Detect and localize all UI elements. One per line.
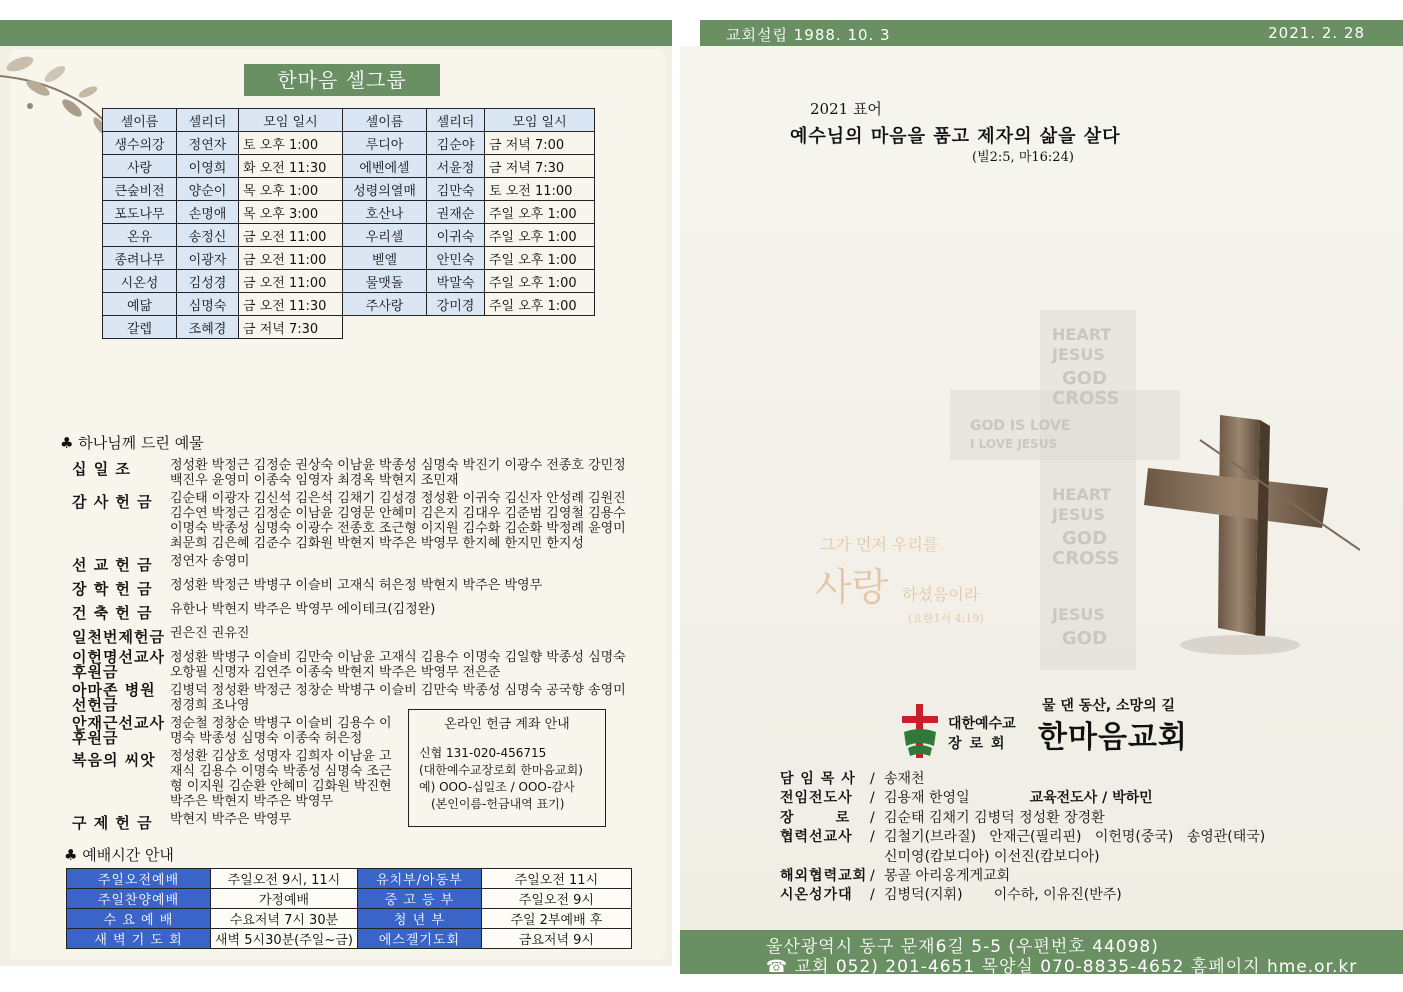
svg-text:CROSS: CROSS (1052, 388, 1120, 409)
church-logo-icon (898, 702, 942, 760)
script-reference: (요한1서 4:19) (908, 612, 984, 625)
table-header-row (103, 109, 595, 132)
table-row (103, 270, 595, 293)
staff-role: 협력선교사 (780, 829, 853, 846)
cell-name: 생수의강 (103, 132, 177, 155)
offerings-heading: ♣ 하나님께 드린 예물 (60, 434, 204, 452)
spacer (1000, 789, 1030, 808)
offering-row (72, 578, 632, 599)
script-line-3: 하셨음이라 (902, 585, 980, 604)
staff-names: 김용재 한영일 (884, 790, 970, 807)
established-date: 교회설립 1988. 10. 3 (726, 26, 891, 44)
worship-label: 새 벽 기 도 회 (67, 929, 211, 949)
offering-category: 선 교 헌 금 (72, 556, 153, 574)
offering-category: 복음의 씨앗 (72, 751, 156, 769)
offering-category: 안재근선교사후원금 (72, 714, 165, 747)
cell-leader: 양순이 (177, 178, 239, 201)
right-page (680, 46, 1403, 930)
spacer (970, 789, 1000, 808)
column-header: 셀이름 (103, 109, 177, 132)
staff-row (780, 789, 1265, 808)
bulletin-date: 2021. 2. 28 (1268, 24, 1365, 42)
cell-name: 물맷돌 (343, 270, 427, 293)
worship-label: 중 고 등 부 (357, 889, 481, 909)
table-row (67, 869, 632, 889)
staff-names: 김순태 김채기 김병덕 정성환 장경환 (884, 809, 1105, 826)
cell-leader: 안민숙 (427, 247, 485, 270)
cell-name: 성령의열매 (343, 178, 427, 201)
offering-row (72, 458, 632, 488)
online-giving-example: 예) OOO-십일조 / OOO-감사 (419, 780, 575, 794)
column-header: 셀이름 (343, 109, 427, 132)
worship-label: 주일오전예배 (67, 869, 211, 889)
offering-names: 정연자 송영미 (170, 554, 250, 569)
cell-time: 토 오전 11:00 (485, 178, 595, 201)
left-top-bar (0, 20, 672, 46)
staff-list (780, 770, 1265, 906)
cell-time: 금 오전 11:00 (239, 247, 343, 270)
cell-leader: 강미경 (427, 293, 485, 316)
cell-name: 큰숲비전 (103, 178, 177, 201)
table-row (103, 293, 595, 316)
worship-time: 금요저녁 9시 (481, 929, 631, 949)
cell-leader: 서윤정 (427, 155, 485, 178)
staff-names: 김병덕(지휘) 이수하, 이유진(반주) (884, 887, 1122, 904)
cell-time: 주일 오후 1:00 (485, 293, 595, 316)
motto-year: 2021 표어 (810, 100, 882, 118)
cell-leader: 이귀숙 (427, 224, 485, 247)
svg-text:JESUS: JESUS (1052, 505, 1105, 524)
empty-cell (343, 316, 595, 339)
cell-time: 금 오전 11:30 (239, 293, 343, 316)
separator: / (870, 868, 875, 885)
offering-category: 구 제 헌 금 (72, 814, 153, 832)
staff-row (780, 867, 1265, 886)
script-line-2: 사랑 (815, 565, 889, 609)
cell-leader: 송정신 (177, 224, 239, 247)
svg-text:I LOVE JESUS: I LOVE JESUS (970, 437, 1058, 451)
table-row (103, 247, 595, 270)
svg-text:JESUS: JESUS (1052, 605, 1105, 624)
offering-category: 일천번제헌금 (72, 628, 165, 646)
cell-name: 포도나무 (103, 201, 177, 224)
staff-names: 송재천 (884, 771, 925, 787)
column-header: 모임 일시 (485, 109, 595, 132)
cell-name: 시온성 (103, 270, 177, 293)
worship-time: 수요저녁 7시 30분 (211, 909, 358, 929)
cell-leader: 권재순 (427, 201, 485, 224)
church-address: 울산광역시 동구 문재6길 5-5 (우편번호 44098) (766, 937, 1159, 957)
cell-name: 루디아 (343, 132, 427, 155)
svg-text:CROSS: CROSS (1052, 548, 1120, 569)
column-header: 셀리더 (177, 109, 239, 132)
offering-names: 유한나 박현지 박주은 박영무 에이테크(김정완) (170, 602, 436, 617)
staff-role (780, 848, 870, 867)
offering-names: 정성환 박정근 김정순 권상숙 이남윤 박종성 심명숙 박진기 이광수 전종호 강민정 백진우 윤영미 이종숙 임영자 최경옥 박현지 조민재 (170, 458, 626, 488)
table-row (67, 909, 632, 929)
cell-time: 금 저녁 7:00 (485, 132, 595, 155)
worship-label: 주일찬양예배 (67, 889, 211, 909)
cell-group-title: 한마음 셀그룹 (244, 64, 440, 96)
staff-row (780, 809, 1265, 828)
staff-names: 김철기(브라질) 안재근(필리핀) 이헌명(중국) 송영관(태국) (884, 829, 1266, 846)
table-row (67, 929, 632, 949)
offering-category: 감 사 헌 금 (72, 493, 153, 511)
svg-text:HEART: HEART (1052, 325, 1112, 344)
offering-row (72, 626, 632, 647)
offering-names: 정순철 정창순 박병구 이슬비 김용수 이명숙 박종성 심명숙 이종숙 허은정 (170, 716, 392, 746)
cell-time: 화 오전 11:30 (239, 155, 343, 178)
cell-time: 주일 오후 1:00 (485, 247, 595, 270)
cell-name: 종려나무 (103, 247, 177, 270)
worship-time: 새벽 5시30분(주일~금) (211, 929, 358, 949)
cell-time: 주일 오후 1:00 (485, 224, 595, 247)
cell-leader: 김만숙 (427, 178, 485, 201)
online-giving-note: (본인이름-헌금내역 표기) (431, 797, 565, 811)
staff-role: 해외협력교회 (780, 868, 868, 885)
staff-row (780, 770, 1265, 789)
cell-time: 금 오전 11:00 (239, 270, 343, 293)
offering-names: 김병덕 정성환 박정근 정창순 박병구 이슬비 김만숙 박종성 심명숙 공국향 송영미 정경희 조나영 (170, 683, 626, 713)
worship-heading: ♣ 예배시간 안내 (64, 846, 174, 864)
left-page (0, 46, 672, 966)
offering-row (72, 554, 632, 575)
offering-row (72, 491, 632, 551)
cell-leader: 이영희 (177, 155, 239, 178)
offering-names: 정성환 김상호 성명자 김희자 이남윤 고재식 김용수 이명숙 박종성 심명숙 조근형 이지원 김순환 안혜미 김화원 박진현 박주은 박현지 박주은 박영무 (170, 749, 392, 809)
svg-text:GOD: GOD (1062, 368, 1108, 389)
cell-name: 온유 (103, 224, 177, 247)
motto-text: 예수님의 마음을 품고 제자의 삶을 살다 (790, 126, 1121, 147)
staff-extra: 교육전도사 / 박하민 (1029, 790, 1153, 807)
offering-category: 십 일 조 (72, 460, 131, 478)
online-giving-holder: (대한예수교장로회 한마음교회) (419, 763, 583, 777)
cell-time: 토 오후 1:00 (239, 132, 343, 155)
cell-leader: 박말숙 (427, 270, 485, 293)
worship-label: 수 요 예 배 (67, 909, 211, 929)
cell-leader: 정연자 (177, 132, 239, 155)
cell-group-table (102, 108, 595, 339)
script-line-1: 그가 먼저 우리를 (820, 535, 939, 554)
online-giving-box (408, 709, 606, 827)
worship-time: 주일오전 11시 (481, 869, 631, 889)
offering-row (72, 650, 632, 680)
cell-name: 갈렙 (103, 316, 177, 339)
cell-time: 목 오후 1:00 (239, 178, 343, 201)
offering-category: 건 축 헌 금 (72, 604, 153, 622)
cell-name: 주사랑 (343, 293, 427, 316)
right-top-bar (700, 20, 1403, 46)
separator: / (870, 771, 875, 787)
cell-leader: 손명애 (177, 201, 239, 224)
svg-text:HEART: HEART (1052, 485, 1112, 504)
offering-row (72, 602, 632, 623)
svg-text:GOD: GOD (1062, 628, 1108, 649)
cell-time: 금 저녁 7:30 (239, 316, 343, 339)
worship-table (66, 868, 632, 949)
church-name: 한마음교회 (1038, 720, 1188, 755)
cell-name: 우리셀 (343, 224, 427, 247)
worship-label: 에스겔기도회 (357, 929, 481, 949)
table-row (103, 155, 595, 178)
footer-bar (680, 930, 1403, 977)
offering-names: 박현지 박주은 박영무 (170, 812, 292, 827)
online-giving-title: 온라인 헌금 계좌 안내 (444, 717, 570, 732)
svg-text:GOD: GOD (1062, 528, 1108, 549)
worship-time: 주일 2부예배 후 (481, 909, 631, 929)
table-row (103, 132, 595, 155)
worship-label: 청 년 부 (357, 909, 481, 929)
svg-text:GOD IS LOVE: GOD IS LOVE (970, 418, 1071, 434)
offering-names: 정성환 박병구 이슬비 김만숙 이남윤 고재식 김용수 이명숙 김일향 박종성 심명숙 오항필 신명자 김연주 이종숙 박현지 박주은 박영무 전은준 (170, 650, 626, 680)
denomination-line-1: 대한예수교 (948, 716, 1016, 732)
cell-name: 사랑 (103, 155, 177, 178)
church-contact: ☎ 교회 052) 201-4651 목양실 070-8835-4652 홈페이지 hme.or.kr (766, 957, 1358, 977)
staff-role: 장 로 (780, 809, 851, 826)
offering-names: 정성환 박정근 박병구 이슬비 고재식 허은정 박현지 박주은 박영무 (170, 578, 543, 593)
column-header: 셀리더 (427, 109, 485, 132)
cell-name: 예닮 (103, 293, 177, 316)
offering-names: 권은진 권유진 (170, 626, 250, 641)
separator: / (870, 809, 875, 826)
cell-name: 에벤에셀 (343, 155, 427, 178)
svg-text:JESUS: JESUS (1052, 345, 1105, 364)
table-row (103, 178, 595, 201)
staff-role: 전임전도사 (780, 790, 853, 807)
cell-time: 금 오전 11:00 (239, 224, 343, 247)
cell-leader: 조혜경 (177, 316, 239, 339)
table-row (67, 889, 632, 909)
cell-name: 호산나 (343, 201, 427, 224)
cell-leader: 심명숙 (177, 293, 239, 316)
separator (870, 848, 884, 867)
cell-leader: 김성경 (177, 270, 239, 293)
staff-row (780, 828, 1265, 847)
table-row (103, 224, 595, 247)
staff-row (780, 886, 1265, 905)
cell-leader: 이광자 (177, 247, 239, 270)
staff-role: 시온성가대 (780, 887, 853, 904)
online-giving-account: 신협 131-020-456715 (419, 746, 547, 760)
staff-row (780, 848, 1265, 867)
motto-reference: (빌2:5, 마16:24) (972, 150, 1074, 165)
worship-label: 유치부/아동부 (357, 869, 481, 889)
staff-names: 몽골 아리옹게게교회 (884, 868, 1011, 885)
wooden-cross-artwork-icon (800, 300, 1360, 720)
offering-names: 김순태 이광자 김신석 김은석 김채기 김성경 정성환 이귀숙 김신자 안성례 김원진 김수연 박정근 김정순 이남윤 김영문 안혜미 김은지 김대우 김준범 김영철 김용수 이명숙 박종성 심명숙 이광수 전종호 조근형 이지원 김수화 김순화 박정례 윤영미 최문희 김은혜 김준수 김화원 박현지 박주은 박영무 한지혜 한지민 한지성 (170, 491, 626, 551)
cell-time: 금 저녁 7:30 (485, 155, 595, 178)
separator: / (870, 887, 875, 904)
table-row (103, 316, 595, 339)
column-header: 모임 일시 (239, 109, 343, 132)
denomination-line-2: 장로회 (948, 736, 1013, 752)
cell-time: 주일 오후 1:00 (485, 270, 595, 293)
offering-category: 장 학 헌 금 (72, 580, 153, 598)
separator: / (870, 829, 875, 846)
offering-category: 아마존 병원선헌금 (72, 681, 156, 714)
staff-names: 신미영(캄보디아) 이선진(캄보디아) (884, 848, 1100, 865)
table-row (103, 201, 595, 224)
offering-category: 이헌명선교사후원금 (72, 648, 165, 681)
cell-time: 목 오후 3:00 (239, 201, 343, 224)
worship-time: 주일오전 9시 (481, 889, 631, 909)
cell-time: 주일 오후 1:00 (485, 201, 595, 224)
cell-leader: 김순야 (427, 132, 485, 155)
cell-name: 벧엘 (343, 247, 427, 270)
separator: / (870, 790, 875, 807)
worship-time: 가정예배 (211, 889, 358, 909)
staff-role: 담 임 목 사 (780, 771, 856, 787)
church-tagline: 물 댄 동산, 소망의 길 (1042, 698, 1176, 714)
worship-time: 주일오전 9시, 11시 (211, 869, 358, 889)
